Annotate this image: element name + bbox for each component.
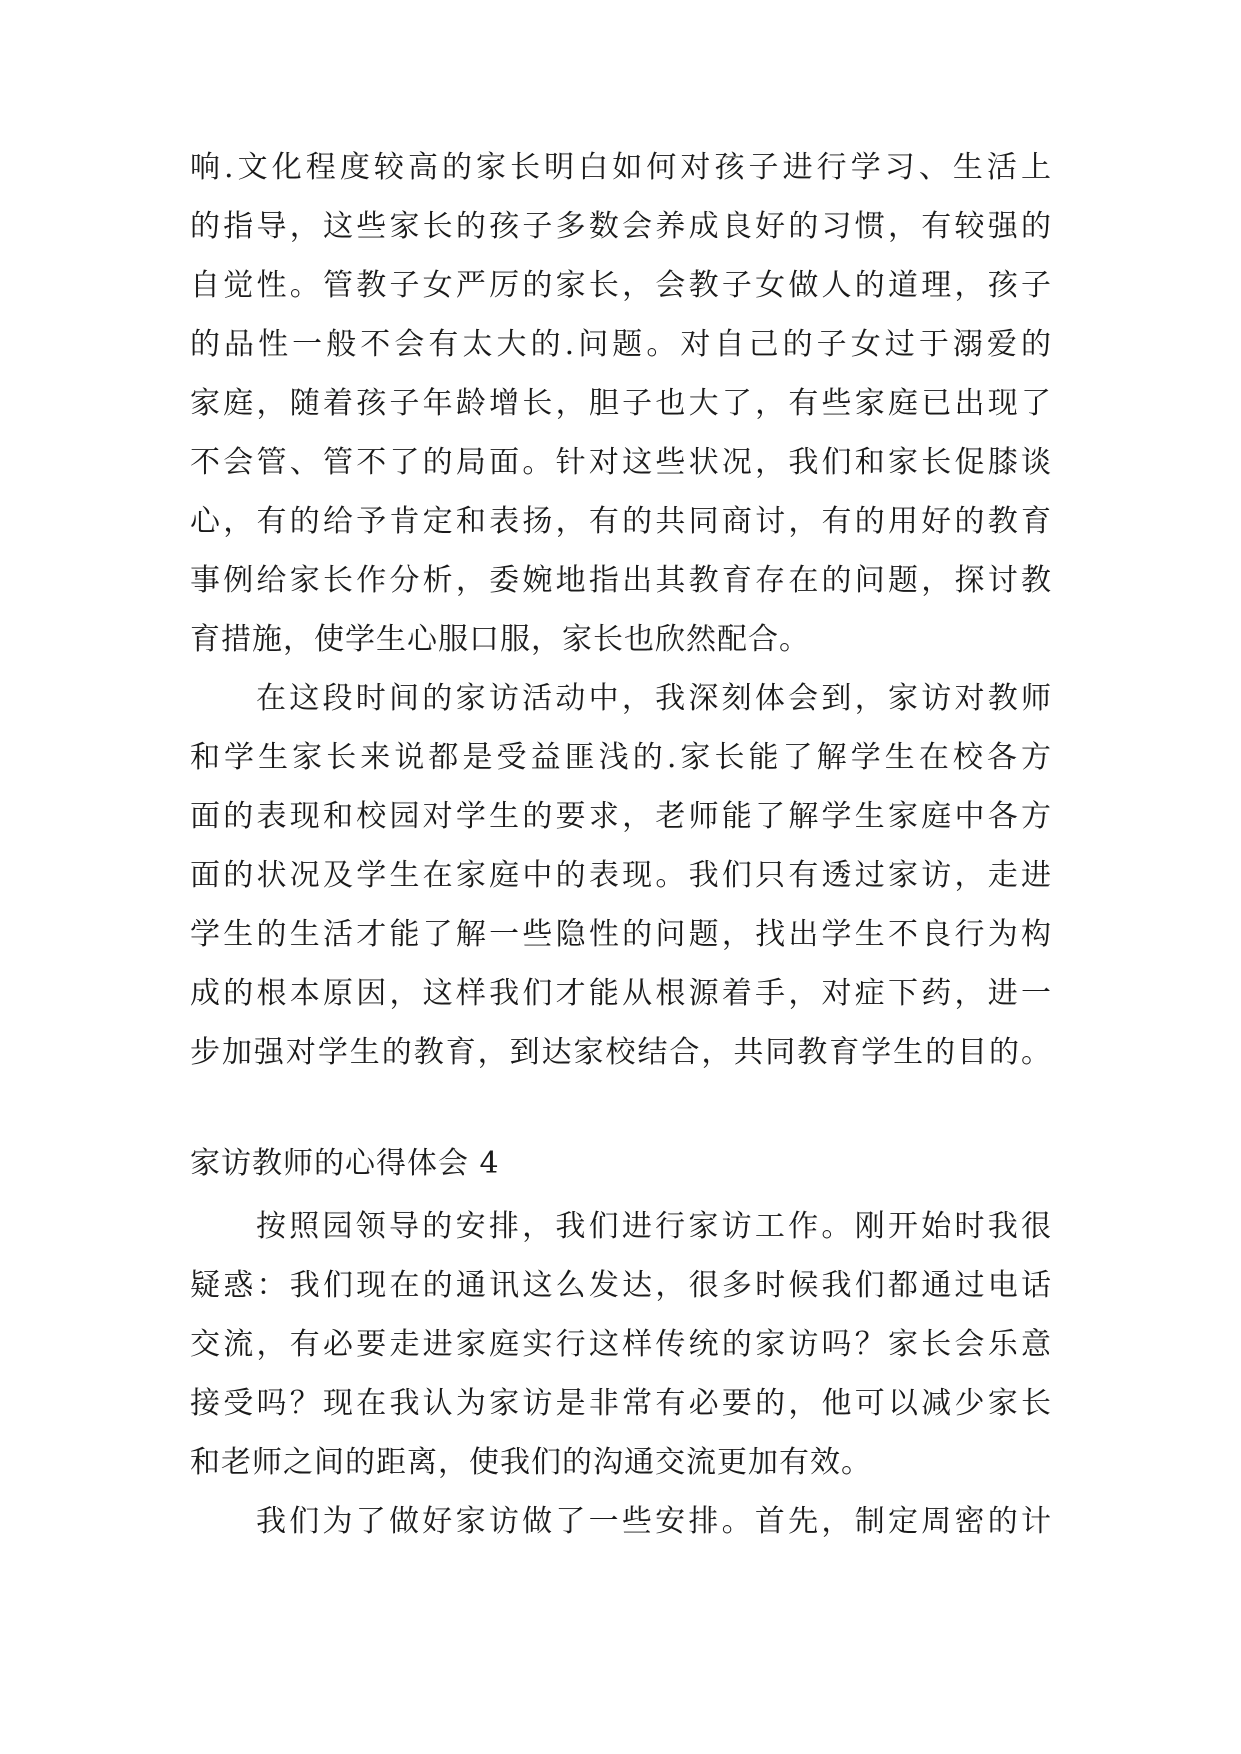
text-line: 在这段时间的家访活动中，我深刻体会到，家访对教师	[256, 681, 1052, 716]
text-line: 交流，有必要走进家庭实行这样传统的家访吗？家长会乐意	[190, 1327, 1052, 1362]
text-line: 和老师之间的距离，使我们的沟通交流更加有效。	[190, 1445, 872, 1480]
text-line: 育措施，使学生心服口服，家长也欣然配合。	[190, 622, 810, 657]
text-line: 疑惑：我们现在的通讯这么发达，很多时候我们都通过电话	[190, 1268, 1052, 1303]
text-line: 不会管、管不了的局面。针对这些状况，我们和家长促膝谈	[190, 445, 1052, 480]
text-line: 我们为了做好家访做了一些安排。首先，制定周密的计	[256, 1504, 1052, 1539]
text-line: 的指导，这些家长的孩子多数会养成良好的习惯，有较强的	[190, 209, 1052, 244]
text-line: 接受吗？现在我认为家访是非常有必要的，他可以减少家长	[190, 1386, 1052, 1421]
section-title: 家访教师的心得体会 4	[190, 1146, 500, 1181]
text-line: 事例给家长作分析，委婉地指出其教育存在的问题，探讨教	[190, 563, 1052, 598]
text-line: 面的状况及学生在家庭中的表现。我们只有透过家访，走进	[190, 858, 1052, 893]
text-line: 心，有的给予肯定和表扬，有的共同商讨，有的用好的教育	[190, 504, 1052, 539]
text-line: 的品性一般不会有太大的.问题。对自己的子女过于溺爱的	[190, 327, 1052, 362]
text-line: 学生的生活才能了解一些隐性的问题，找出学生不良行为构	[190, 917, 1052, 952]
text-line: 步加强对学生的教育，到达家校结合，共同教育学生的目的。	[190, 1035, 1052, 1070]
text-line: 响.文化程度较高的家长明白如何对孩子进行学习、生活上	[190, 150, 1052, 185]
text-line: 自觉性。管教子女严厉的家长，会教子女做人的道理，孩子	[190, 268, 1052, 303]
text-line: 成的根本原因，这样我们才能从根源着手，对症下药，进一	[190, 976, 1052, 1011]
text-line: 面的表现和校园对学生的要求，老师能了解学生家庭中各方	[190, 799, 1052, 834]
text-line: 家庭，随着孩子年龄增长，胆子也大了，有些家庭已出现了	[190, 386, 1052, 421]
text-line: 和学生家长来说都是受益匪浅的.家长能了解学生在校各方	[190, 740, 1052, 775]
text-line: 按照园领导的安排，我们进行家访工作。刚开始时我很	[256, 1209, 1052, 1244]
